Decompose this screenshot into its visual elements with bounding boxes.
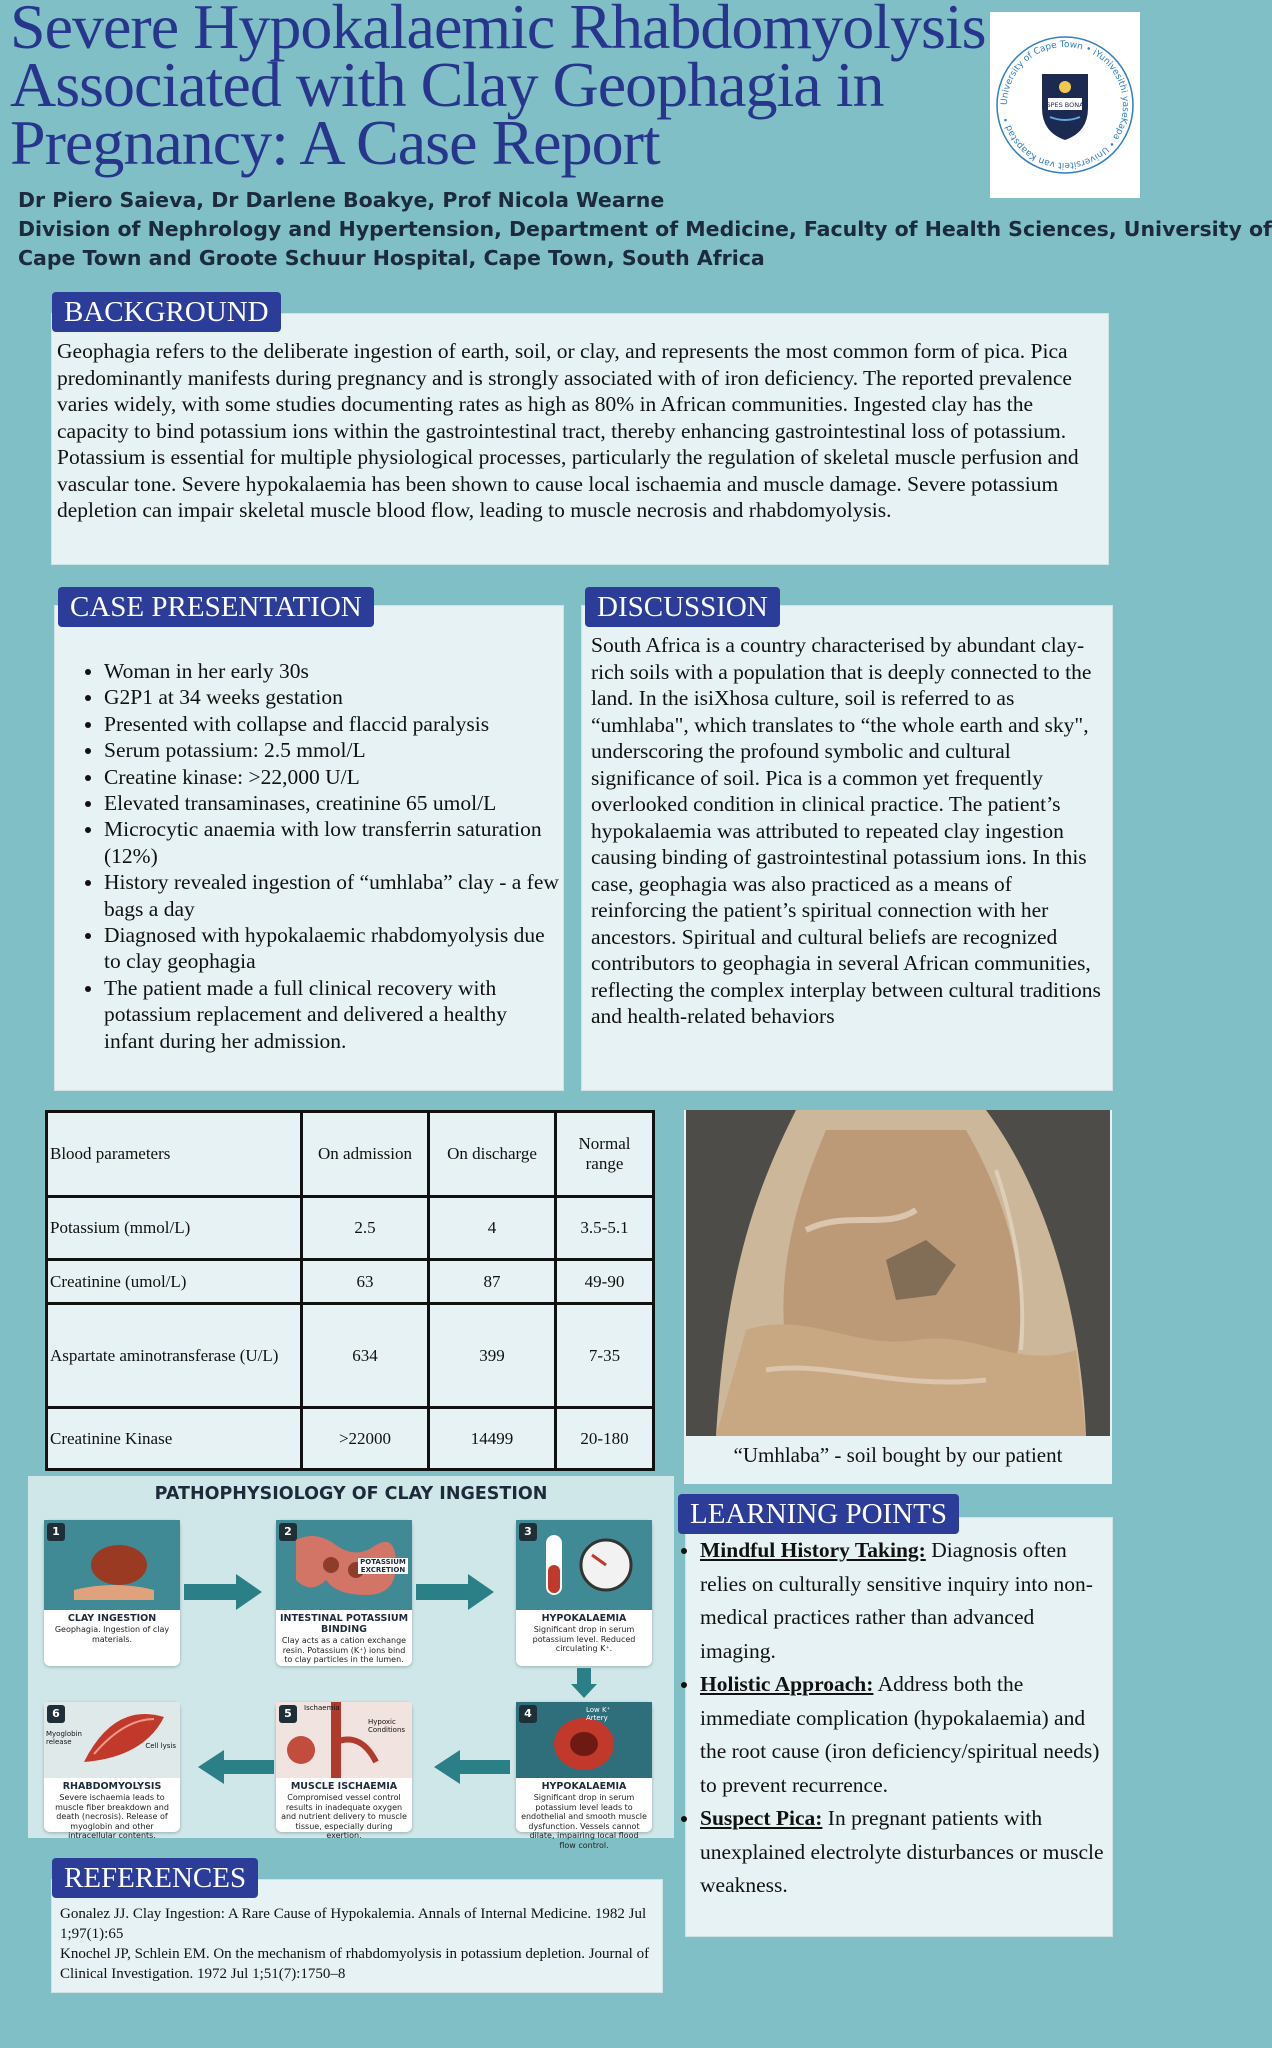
arrow-left-icon [198,1750,274,1784]
low-k-artery-tag: Low K⁺ Artery [586,1706,611,1722]
table-cell: 634 [302,1304,429,1408]
clay-hand-icon [44,1520,180,1610]
learning-heading: LEARNING POINTS [678,1494,959,1534]
case-list-item: • Presented with collapse and flaccid paralysis [104,711,562,737]
poster-title: Severe Hypokalaemic Rhabdomyolysis Associated with Clay Geophagia in Pregnancy: A Case Report [10,0,986,178]
table-cell: Aspartate aminotransferase (U/L) [47,1304,302,1408]
patho-card-intestinal-binding [276,1520,412,1666]
author-names: Dr Piero Saieva, Dr Darlene Boakye, Prof Nicola Wearne [18,188,665,212]
case-list-item: • Serum potassium: 2.5 mmol/L [104,737,562,763]
logo-ring-text: University of Cape Town • iYunivesithi yaseKapa • Universiteit van Kaapstad • [999,39,1131,171]
authors-block [18,186,1272,273]
learning-point-text: Diagnosis often relies on culturally sensitive inquiry into non-medical practices rather than advanced imaging. [700,1538,1093,1663]
hypoxic-tag: Hypoxic Conditions [368,1718,406,1734]
intestine-icon [276,1520,412,1610]
soil-bag-photo [686,1110,1110,1436]
learning-point-term: Mindful History Taking: [700,1538,926,1562]
table-cell: 20-180 [556,1408,654,1470]
case-list-item: • Elevated transaminases, creatinine 65 umol/L [104,790,562,816]
table-row [47,1260,654,1304]
pathophysiology-title: PATHOPHYSIOLOGY OF CLAY INGESTION [154,1484,548,1504]
case-list-item: • Microcytic anaemia with low transferrin saturation (12%) [104,816,562,869]
patho-card-desc: Significant drop in serum potassium level. Reduced circulating K⁺. [532,1625,636,1653]
learning-list [680,1534,1110,1903]
reference-item: Gonalez JJ. Clay Ingestion: A Rare Cause of Hypokalemia. Annals of Internal Medicine. 1982 Jul 1;97(1):65 [60,1906,647,1942]
patho-card-label: HYPOKALAEMIA [541,1613,627,1624]
table-cell: 399 [429,1304,556,1408]
table-cell: 2.5 [302,1197,429,1260]
arrow-down-icon [571,1668,597,1698]
patho-card-label: RHABDOMYOLYSIS [62,1781,162,1792]
table-row [47,1197,654,1260]
background-text: Geophagia refers to the deliberate ingestion of earth, soil, or clay, and represents the most common form of pica. Pica predominantly manifests during pregnancy and is strongly associated with of iron deficiency. The reported prevalence varies widely, with some studies documenting rates as high as 80% in African communities. Ingested clay has the capacity to bind potassium ions within the gastrointestinal tract, thereby enhancing gastrointestinal loss of potassium. Potassium is essential for multiple physiological processes, particularly the regulation of skeletal muscle perfusion and vascular tone. Severe hypokalaemia has been shown to cause local ischaemia and muscle damage. Severe potassium depletion can impair skeletal muscle blood flow, leading to muscle necrosis and rhabdomyolysis. [57,339,1079,522]
case-list-container [56,658,562,1054]
step-number: 5 [279,1705,297,1723]
cell-lysis-tag: Cell lysis [145,1742,176,1750]
patho-card-desc: Significant drop in serum potassium level leads to endothelial and smooth muscle dysfunction. Vessels cannot dilate, impairing local flood flow control. [521,1793,647,1850]
table-row [47,1408,654,1470]
table-cell: Creatinine Kinase [47,1408,302,1470]
muscle-icon [44,1702,180,1778]
patho-card-clay-ingestion [44,1520,180,1666]
table-header-cell [556,1112,654,1197]
patho-card-desc: Compromised vessel control results in inadequate oxygen and nutrient delivery to muscle tissue, especially during exertion. [281,1793,407,1840]
learning-list-container [680,1534,1110,1903]
table-header-cell: Blood parameters [47,1112,302,1197]
table-cell: Creatinine (umol/L) [47,1260,302,1304]
reference-item: Knochel JP, Schlein EM. On the mechanism of rhabdomyolysis in potassium depletion. Journal of Clinical Investigation. 1972 Jul 1;51(7):1750–8 [60,1946,650,1982]
patho-card-muscle-ischaemia [276,1702,412,1840]
arrow-right-icon [184,1574,264,1610]
normal-range-header: Normal range [578,1134,631,1173]
case-list-item: • The patient made a full clinical recovery with potassium replacement and delivered a healthy infant during her admission. [104,975,562,1054]
references-list [60,1904,664,1984]
discussion-text: South Africa is a country characterised by abundant clay-rich soils with a population that is deeply connected to the land. In the isiXhosa culture, soil is referred to as “umhlaba", which translates to “the whole earth and sky", underscoring the profound symbolic and cultural significance of soil. Pica is a common yet frequently overlooked condition in clinical practice. The patient’s hypokalaemia was attributed to repeated clay ingestion causing binding of gastrointestinal potassium ions. In this case, geophagia was also practiced as a means of reinforcing the patient’s spiritual connection with her ancestors. Spiritual and cultural beliefs are recognized contributors to geophagia in several African communities, reflecting the complex interplay between cultural traditions and health-related behaviors [591,633,1101,1028]
background-heading: BACKGROUND [52,292,281,332]
case-heading: CASE PRESENTATION [58,587,374,627]
case-list-item: • Diagnosed with hypokalaemic rhabdomyolysis due to clay geophagia [104,922,562,975]
case-list-item: • Woman in her early 30s [104,658,562,684]
potassium-excretion-tag: POTASSIUM EXCRETION [358,1558,408,1574]
patho-card-label: CLAY INGESTION [67,1613,157,1624]
case-list-item: • Creatine kinase: >22,000 U/L [104,764,562,790]
university-logo [990,12,1140,198]
affiliation-line-2: Cape Town and Groote Schuur Hospital, Cape Town, South Africa [18,246,765,270]
gauge-icon [516,1520,652,1610]
ischaemia-icon [276,1702,412,1778]
step-number: 1 [47,1523,65,1541]
patho-card-label: HYPOKALAEMIA [541,1781,627,1792]
case-list [56,658,562,1054]
blood-parameters-table [45,1110,655,1471]
photo-caption: “Umhlaba” - soil bought by our patient [733,1443,1063,1467]
logo-shield-text: SPES BONA [1046,101,1084,109]
affiliation-line-1: Division of Nephrology and Hypertension, Department of Medicine, Faculty of Health Sciences, University of [18,217,1272,241]
step-number: 6 [47,1705,65,1723]
learning-point [700,1668,1110,1802]
step-number: 4 [519,1705,537,1723]
table-cell: 7-35 [556,1304,654,1408]
patho-card-hypokalaemia-2 [516,1702,652,1850]
learning-point [700,1802,1110,1903]
step-number: 3 [519,1523,537,1541]
table-cell: 14499 [429,1408,556,1470]
patho-card-rhabdomyolysis [44,1702,180,1840]
myoglobin-tag: Myoglobin release [46,1730,82,1746]
patho-card-label: INTESTINAL POTASSIUM BINDING [279,1613,409,1635]
table-cell: 49-90 [556,1260,654,1304]
references-heading: REFERENCES [52,1858,258,1898]
learning-point-text: Address both the immediate complication (hypokalaemia) and the root cause (iron deficiency/spiritual needs) to prevent recurrence. [700,1672,1100,1797]
patho-card-desc: Severe ischaemia leads to muscle fiber breakdown and death (necrosis). Release of myoglobin and other intracellular contents. [55,1793,169,1840]
learning-point-term: Suspect Pica: [700,1806,823,1830]
patho-card-desc: Geophagia. Ingestion of clay materials. [54,1625,170,1644]
step-number: 2 [279,1523,297,1541]
case-list-item: • History revealed ingestion of “umhlaba” clay - a few bags a day [104,869,562,922]
table-header-row [47,1112,654,1197]
case-list-item: • G2P1 at 34 weeks gestation [104,684,562,710]
arrow-left-icon [434,1750,510,1784]
soil-photo-panel [684,1110,1112,1484]
table-header-cell: On admission [302,1112,429,1197]
pathophysiology-infographic [28,1476,674,1850]
learning-point-text: In pregnant patients with unexplained electrolyte disturbances or muscle weakness. [700,1806,1104,1897]
learning-point [700,1534,1110,1668]
table-header-cell: On discharge [429,1112,556,1197]
discussion-heading: DISCUSSION [585,587,780,627]
ischaemia-tag: Ischaemia [304,1704,340,1712]
patho-card-desc: Clay acts as a cation exchange resin. Potassium (K⁺) ions bind to clay particles in the lumen. [281,1636,407,1664]
table-cell: 63 [302,1260,429,1304]
table-cell: 4 [429,1197,556,1260]
table-cell: >22000 [302,1408,429,1470]
table-cell: 3.5-5.1 [556,1197,654,1260]
patho-card-hypokalaemia-1 [516,1520,652,1666]
arrow-right-icon [416,1574,496,1610]
table-row [47,1304,654,1408]
learning-point-term: Holistic Approach: [700,1672,874,1696]
table-cell: 87 [429,1260,556,1304]
table-cell: Potassium (mmol/L) [47,1197,302,1260]
artery-icon [516,1702,652,1778]
patho-card-label: MUSCLE ISCHAEMIA [290,1781,398,1792]
